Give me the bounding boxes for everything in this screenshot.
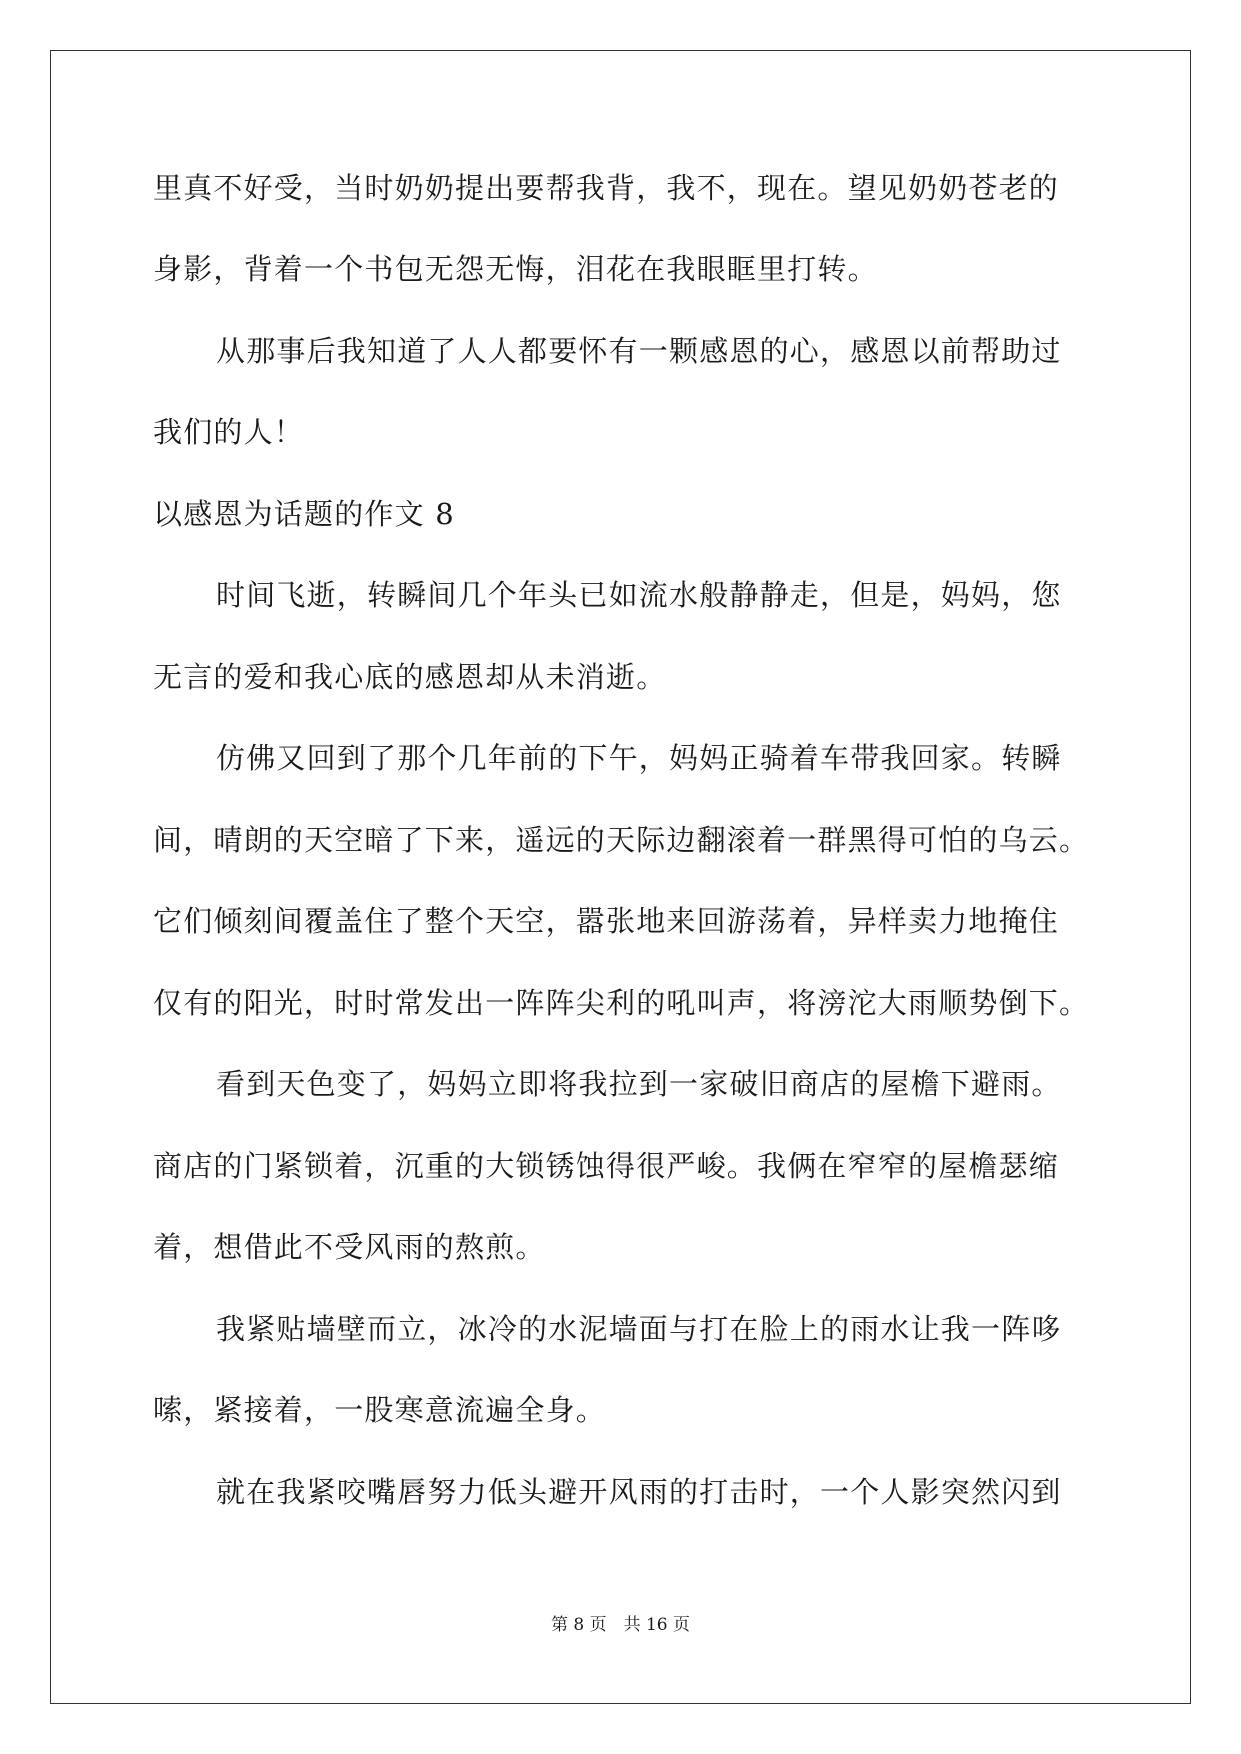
text-line: 仅有的阳光，时时常发出一阵阵尖利的吼叫声，将滂沱大雨顺势倒下。: [153, 986, 1090, 1020]
text-line: 它们倾刻间覆盖住了整个天空，嚣张地来回游荡着，异样卖力地掩住: [153, 904, 1060, 938]
paragraph-start-line: 就在我紧咬嘴唇努力低头避开风雨的打击时，一个人影突然闪到: [216, 1475, 1062, 1509]
paragraph-start-line: 从那事后我知道了人人都要怀有一颗感恩的心，感恩以前帮助过: [216, 334, 1062, 368]
text-line: 身影，背着一个书包无怨无悔，泪花在我眼眶里打转。: [153, 252, 878, 286]
page-border: [50, 50, 1191, 1704]
section-heading: 以感恩为话题的作文 8: [153, 497, 455, 531]
text-line: 商店的门紧锁着，沉重的大锁锈蚀得很严峻。我俩在窄窄的屋檐瑟缩: [153, 1149, 1060, 1183]
paragraph-start-line: 时间飞逝，转瞬间几个年头已如流水般静静走，但是，妈妈，您: [216, 578, 1062, 612]
text-line: 着，想借此不受风雨的熬煎。: [153, 1230, 546, 1264]
text-line: 间，晴朗的天空暗了下来，遥远的天际边翻滚着一群黑得可怕的乌云。: [153, 823, 1090, 857]
text-line: 无言的爱和我心底的感恩却从未消逝。: [153, 660, 667, 694]
text-line: 我们的人！: [153, 415, 305, 449]
paragraph-start-line: 看到天色变了，妈妈立即将我拉到一家破旧商店的屋檐下避雨。: [216, 1067, 1062, 1101]
paragraph-start-line: 仿佛又回到了那个几年前的下午，妈妈正骑着车带我回家。转瞬: [216, 741, 1062, 775]
paragraph-start-line: 我紧贴墙壁而立，冰冷的水泥墙面与打在脸上的雨水让我一阵哆: [216, 1312, 1062, 1346]
text-line: 嗦，紧接着，一股寒意流遍全身。: [153, 1393, 607, 1427]
page-number-footer: 第 8 页 共 16 页: [550, 1615, 691, 1635]
text-line: 里真不好受，当时奶奶提出要帮我背，我不，现在。望见奶奶苍老的: [153, 171, 1060, 205]
